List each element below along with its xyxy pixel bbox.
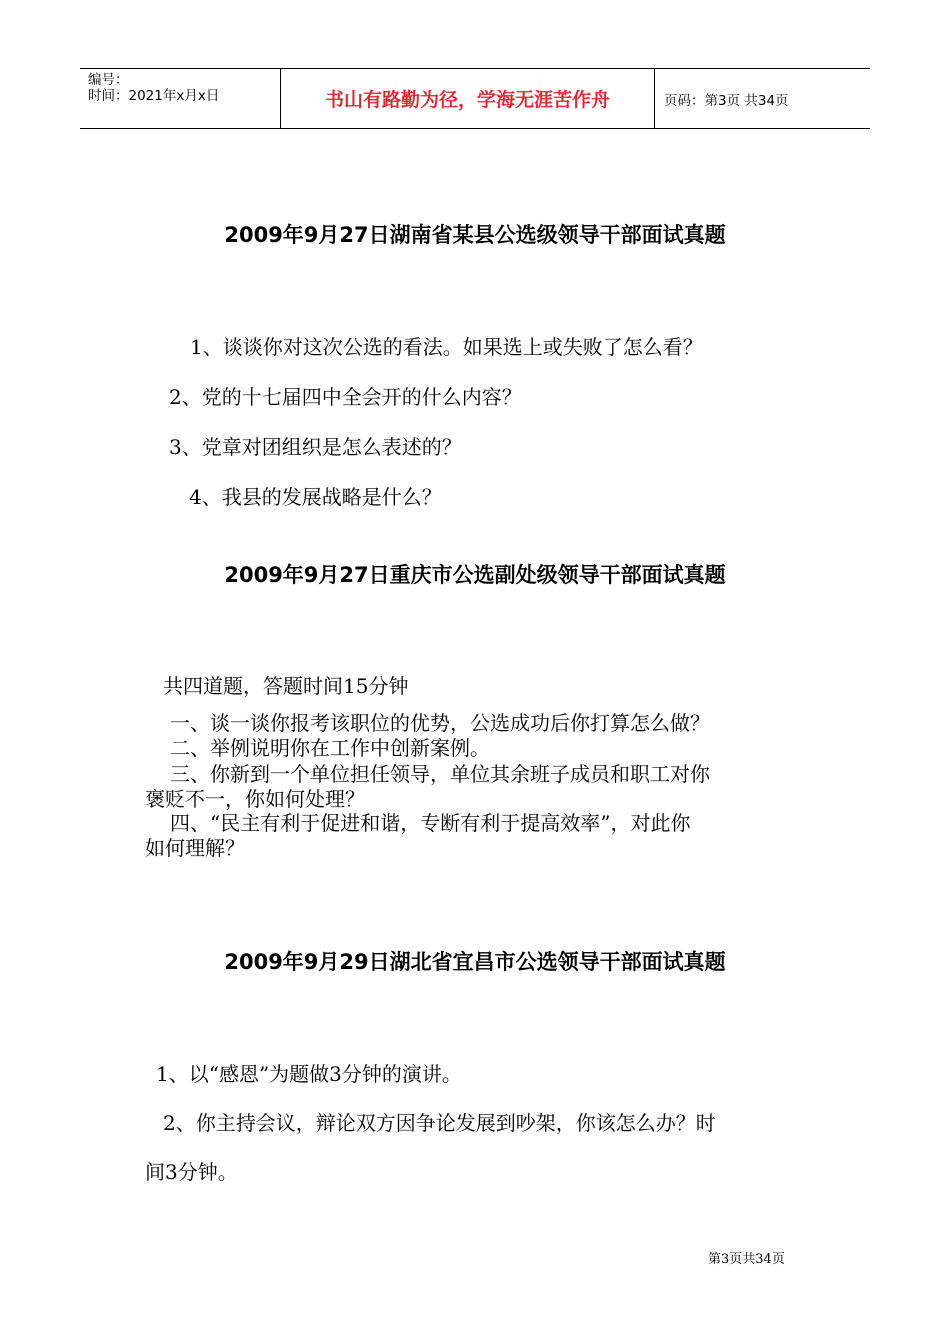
question-line: 三、你新到一个单位担任领导，单位其余班子成员和职工对你 xyxy=(170,762,710,786)
header-meta xyxy=(80,69,281,128)
question-line: 1、以“感恩”为题做3分钟的演讲。 xyxy=(156,1062,462,1086)
section-title-3: 2009年9月29日湖北省宜昌市公选领导干部面试真题 xyxy=(224,950,726,974)
question-line: 2、你主持会议，辩论双方因争论发展到吵架，你该怎么办？时 xyxy=(163,1111,716,1135)
question-line: 1、谈谈你对这次公选的看法。如果选上或失败了怎么看？ xyxy=(190,335,703,359)
section-title-2: 2009年9月27日重庆市公选副处级领导干部面试真题 xyxy=(224,563,726,587)
page-footer: 第3页共34页 xyxy=(708,1252,785,1267)
header-page-label: 页码：第3页 共34页 xyxy=(664,92,789,109)
question-line: 3、党章对团组织是怎么表述的？ xyxy=(169,435,462,459)
section-title-1: 2009年9月27日湖南省某县公选级领导干部面试真题 xyxy=(224,223,726,247)
question-line: 二、举例说明你在工作中创新案例。 xyxy=(170,736,490,760)
header-motto: 书山有路勤为径，学海无涯苦作舟 xyxy=(281,69,655,128)
header-table xyxy=(80,68,870,129)
question-line: 2、党的十七届四中全会开的什么内容？ xyxy=(169,385,522,409)
header-number-label: 编号： xyxy=(88,72,129,88)
question-line: 4、我县的发展战略是什么？ xyxy=(189,485,442,509)
header-time-label: 时间：2021年x月x日 xyxy=(88,88,220,104)
question-line: 褒贬不一，你如何处理？ xyxy=(145,787,365,811)
question-line: 如何理解？ xyxy=(145,836,245,860)
question-line: 四、“民主有利于促进和谐，专断有利于提高效率”，对此你 xyxy=(170,811,691,835)
question-line: 共四道题，答题时间15分钟 xyxy=(163,674,409,698)
question-line: 一、谈一谈你报考该职位的优势，公选成功后你打算怎么做？ xyxy=(170,711,710,735)
question-line: 间3分钟。 xyxy=(145,1160,238,1184)
